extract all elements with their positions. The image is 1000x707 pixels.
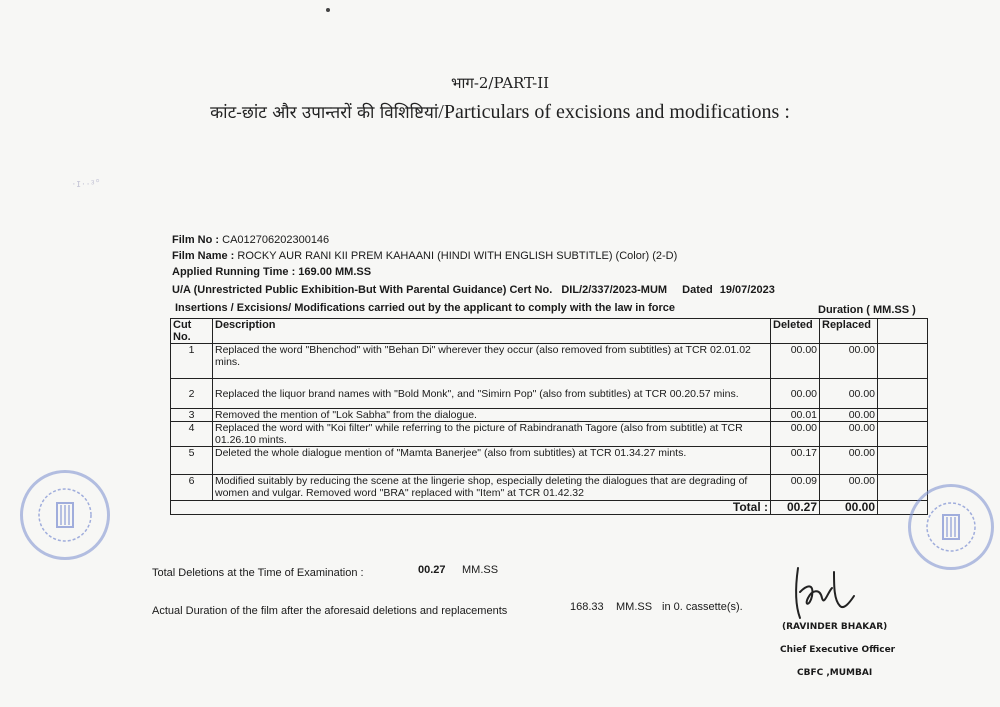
total-deleted: 00.27 <box>771 501 820 515</box>
cut-number: 6 <box>171 475 213 501</box>
total-label: Total : <box>213 501 771 515</box>
cut-number: 5 <box>171 447 213 475</box>
col-deleted: Deleted <box>771 319 820 344</box>
actual-duration-label: Actual Duration of the film after the aforesaid deletions and replacements <box>152 605 508 617</box>
cut-number: 2 <box>171 379 213 409</box>
cut-deleted: 00.01 <box>771 409 820 422</box>
page-title <box>0 100 1000 124</box>
film-no-label: Film No : <box>172 234 220 246</box>
cut-deleted: 00.09 <box>771 475 820 501</box>
table-row <box>171 447 928 475</box>
official-seal-left <box>20 470 110 560</box>
film-name-value: ROCKY AUR RANI KII PREM KAHAANI (HINDI WITH ENGLISH SUBTITLE) (Color) (2-D) <box>237 250 678 262</box>
col-blank <box>878 319 928 344</box>
running-time-label: Applied Running Time : <box>172 266 296 278</box>
deletions-value: 00.27 <box>418 564 446 576</box>
table-row <box>171 344 928 379</box>
film-name-label: Film Name : <box>172 250 235 262</box>
cut-replaced: 00.00 <box>820 379 878 409</box>
seal-emblem-icon <box>923 499 979 555</box>
cut-number: 1 <box>171 344 213 379</box>
total-blank <box>171 501 213 515</box>
cassette-count: in 0. cassette(s). <box>662 601 743 613</box>
cut-blank <box>878 409 928 422</box>
cut-deleted: 00.00 <box>771 422 820 447</box>
table-row <box>171 422 928 447</box>
cut-deleted: 00.00 <box>771 344 820 379</box>
cut-description: Replaced the word with "Koi filter" while referring to the picture of Rabindranath Tagore (also from subtitle) at TCR 01.26.10 mints. <box>213 422 771 447</box>
signature-scribble-icon <box>784 562 864 624</box>
cut-deleted: 00.17 <box>771 447 820 475</box>
cut-description: Modified suitably by reducing the scene at the lingerie shop, especially deleting the dialogues that are degrading of women and vulgar. Removed word "BRA" replaced with "Item" at TCR 01.42.32 <box>213 475 771 501</box>
official-seal-right <box>908 484 994 570</box>
cut-deleted: 00.00 <box>771 379 820 409</box>
dated-value: 19/07/2023 <box>719 284 775 296</box>
cut-description: Removed the mention of "Lok Sabha" from the dialogue. <box>213 409 771 422</box>
cut-blank <box>878 447 928 475</box>
cut-replaced: 00.00 <box>820 422 878 447</box>
cut-blank <box>878 344 928 379</box>
table-total-row <box>171 501 928 515</box>
col-replaced: Replaced <box>820 319 878 344</box>
cert-description: U/A (Unrestricted Public Exhibition-But With Parental Guidance) Cert No. <box>172 284 553 296</box>
film-no-line <box>172 234 329 246</box>
cert-number: DIL/2/337/2023-MUM <box>561 284 668 296</box>
running-time-value: 169.00 MM.SS <box>298 266 372 278</box>
signatory-name: (RAVINDER BHAKAR) <box>782 622 888 632</box>
seal-emblem-icon <box>35 485 95 545</box>
actual-duration-unit: MM.SS <box>616 601 653 613</box>
cut-description: Replaced the word "Bhenchod" with "Behan Di" wherever they occur (also removed from subtitles) at TCR 02.01.02 mins. <box>213 344 771 379</box>
cut-replaced: 00.00 <box>820 447 878 475</box>
deletions-label: Total Deletions at the Time of Examination : <box>152 567 364 579</box>
title-english: /Particulars of excisions and modifications : <box>438 101 790 123</box>
table-row <box>171 475 928 501</box>
col-cut-no: Cut No. <box>171 319 213 344</box>
cut-replaced: 00.00 <box>820 475 878 501</box>
cut-replaced: 00.00 <box>820 409 878 422</box>
scan-speck <box>326 8 330 12</box>
cut-description: Replaced the liquor brand names with "Bold Monk", and "Simirn Pop" (also from subtitles) at TCR 00.20.57 mins. <box>213 379 771 409</box>
part-heading: भाग-2/PART-II <box>450 74 550 92</box>
film-no-value: CA012706202300146 <box>222 234 330 246</box>
cut-number: 3 <box>171 409 213 422</box>
cut-blank <box>878 422 928 447</box>
duration-heading: Duration ( MM.SS ) <box>818 304 916 316</box>
film-name-line <box>172 250 677 262</box>
cut-replaced: 00.00 <box>820 344 878 379</box>
signatory-designation: Chief Executive Officer <box>780 645 896 655</box>
cut-description: Deleted the whole dialogue mention of "Mamta Banerjee" (also from subtitles) at TCR 01.34.27 mints. <box>213 447 771 475</box>
insertions-heading: Insertions / Excisions/ Modifications carried out by the applicant to comply with the law in force <box>175 302 675 314</box>
col-description: Description <box>213 319 771 344</box>
certificate-line <box>172 284 775 296</box>
dated-label: Dated <box>682 284 713 296</box>
deletions-unit: MM.SS <box>462 564 499 576</box>
handwritten-signature <box>784 562 864 624</box>
title-hindi: कांट-छांट और उपान्तरों की विशिष्टियां <box>210 103 439 123</box>
table-header-row <box>171 319 928 344</box>
faded-mark: ·ɪ··ᵌ° <box>72 178 101 190</box>
running-time-line <box>172 266 371 278</box>
table-row <box>171 379 928 409</box>
actual-duration-value: 168.33 <box>570 601 604 613</box>
total-replaced: 00.00 <box>820 501 878 515</box>
table-row <box>171 409 928 422</box>
cut-blank <box>878 379 928 409</box>
signatory-office: CBFC ,MUMBAI <box>797 668 873 678</box>
cut-number: 4 <box>171 422 213 447</box>
excisions-table <box>170 318 928 515</box>
